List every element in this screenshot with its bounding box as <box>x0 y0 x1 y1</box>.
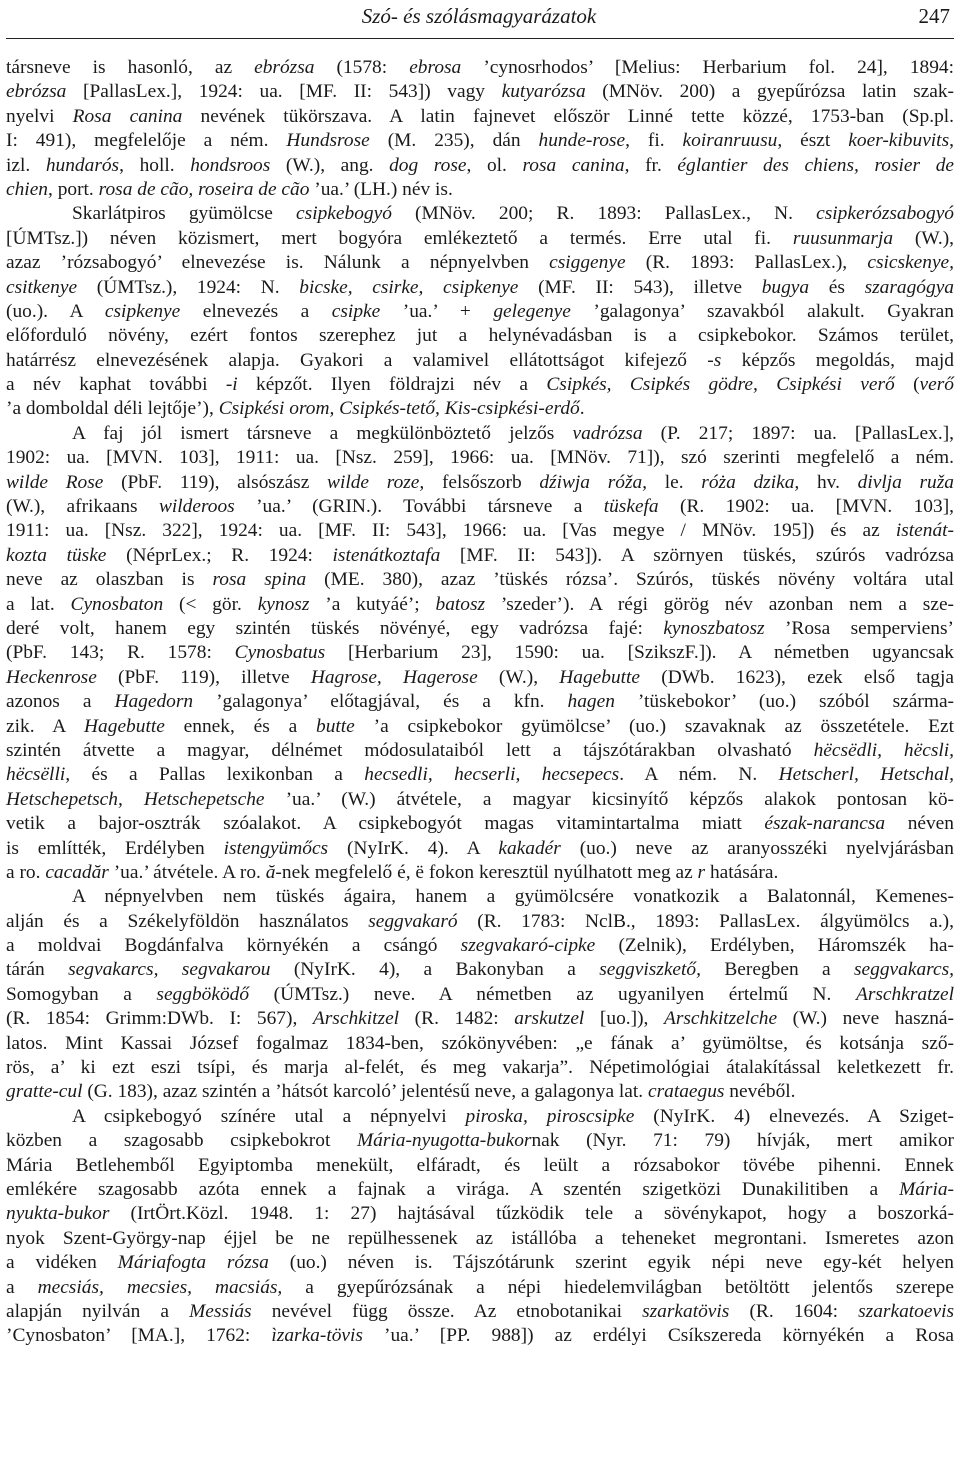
italic-term: kozta tüske <box>6 544 107 566</box>
italic-term: chien <box>6 178 48 200</box>
italic-term: csipkerózsabogyó <box>816 203 954 225</box>
italic-term: Heckenrose <box>6 666 97 688</box>
text-line <box>6 690 954 714</box>
text-run: ’ua.’ (GRIN.). További társneve a <box>234 496 604 518</box>
text-line <box>6 1227 954 1251</box>
page-number: 247 <box>918 4 950 28</box>
text-run: elnevezés a <box>180 300 332 322</box>
italic-term: észak-narancsa <box>764 813 886 835</box>
text-line <box>6 1105 954 1129</box>
text-run: , holl. <box>119 154 191 176</box>
italic-term: Csipkés, Csipkés gödre, Csipkési verő <box>546 374 895 396</box>
text-run: , port. <box>48 178 99 200</box>
text-run: , ol. <box>466 154 523 176</box>
text-run: (PbF. 119), illetve <box>96 666 311 688</box>
text-line <box>6 1202 954 1226</box>
italic-term: hecsedli, hecserli, hecsepecs <box>364 764 620 786</box>
running-title: Szó- és szólásmagyarázatok <box>361 4 597 28</box>
text-line <box>6 373 954 397</box>
text-run: [Herbarium 23], 1590: ua. [SzikszF.]). A németben ugyancsak <box>325 642 954 664</box>
text-run: a <box>6 1276 38 1298</box>
text-run: ’a domboldal déli lejtője’), <box>6 398 219 420</box>
text-run: (uo.). A <box>6 300 105 322</box>
text-line <box>6 910 954 934</box>
text-run: deré volt, hanem egy szintén tüskés növényé, egy vadrózsa fajé: <box>6 617 664 639</box>
italic-term: rosa canina <box>522 154 625 176</box>
text-run: , észt <box>777 130 849 152</box>
text-line <box>6 885 954 909</box>
text-run: azaz ’rózsabogyó’ elnevezése is. Nálunk a népnyelvben <box>6 252 550 274</box>
text-line <box>6 568 954 592</box>
italic-term: rosa de cão, roseira de cão <box>98 178 310 200</box>
text-run: (MNöv. 200; R. 1893: PallasLex., N. <box>391 203 817 225</box>
text-run: a moldvai Bogdánfalva környékén a csángó <box>6 935 461 957</box>
text-run: ’Cynosbaton’ [MA.], 1762: <box>6 1325 272 1347</box>
text-run: (R. 1893: PallasLex.), <box>625 252 868 274</box>
text-line <box>6 958 954 982</box>
text-run: (NyIrK. 4). A <box>328 837 499 859</box>
italic-term: Cynosbatus <box>234 642 326 664</box>
text-line <box>6 1251 954 1275</box>
italic-term: csipkebogyó <box>296 203 392 225</box>
text-run: a név kaphat további <box>6 374 226 396</box>
text-run: (NyIrK. 4), a Bakonyban a <box>270 959 600 981</box>
text-run: és a Pallas lexikonban a <box>70 764 365 786</box>
italic-term: seggböködő <box>156 983 250 1005</box>
italic-term: kynoszbatosz <box>663 617 765 639</box>
text-run: ’szeder’). A régi görög név azonban nem a sze- <box>485 593 955 615</box>
text-run: (W.), afrikaans <box>6 496 159 518</box>
text-run: emlékére szagosabb azóta ennek a fajnak a virága. A szentén szigetközi Dunakilitiben a <box>6 1178 900 1200</box>
text-run: felsőszorb <box>424 471 540 493</box>
text-run: ’ua.’ átvétele. A ro. <box>108 861 266 883</box>
text-run: ’ua.’ [PP. 988]) az erdélyi Csíkszereda környékén a Rosa <box>362 1325 954 1347</box>
italic-term: crataegus <box>647 1081 725 1103</box>
text-run: Mária Betlehemből Egyiptomba menekült, elfáradt, és leült a rózsabokor tövébe pihenni. Ennek <box>6 1154 954 1176</box>
text-run: (MF. II: 543), illetve <box>518 276 762 298</box>
italic-term: kakadér <box>498 837 561 859</box>
text-run: (< gör. <box>163 593 258 615</box>
text-line <box>6 324 954 348</box>
text-run: tárán <box>6 959 69 981</box>
text-run: [MF. II: 543]). A szörnyen tüskés, szúrós vadrózsa <box>440 544 954 566</box>
text-run: társneve is hasonló, az <box>6 57 255 78</box>
italic-term: ebrózsa <box>6 81 67 103</box>
text-line <box>6 715 954 739</box>
text-run: latos. Mint Kassai József fogalmaz 1834-ben, szókönyvében: „e fának a’ gyümöltse, és kotsánja sző- <box>6 1032 954 1054</box>
text-run: izl. <box>6 154 46 176</box>
text-line <box>6 763 954 787</box>
text-line <box>6 422 954 446</box>
italic-term: ruusunmarja <box>792 227 894 249</box>
text-run: is említték, Erdélyben <box>6 837 224 859</box>
text-run: (W.) neve haszná- <box>777 1008 954 1030</box>
text-run: közben a szagosabb csipkebokrot <box>6 1130 357 1152</box>
italic-term: nyukta-bukor <box>6 1203 110 1225</box>
italic-term: csicskenye, <box>867 252 955 274</box>
text-line <box>6 861 954 885</box>
text-run: a ro. <box>6 861 46 883</box>
text-line <box>6 471 954 495</box>
italic-term: Hetschepetsch, Hetschepetsche <box>6 788 265 810</box>
text-run: képzőt. Ilyen földrajzi név a <box>237 374 547 396</box>
text-run: (PbF. 119), alsószász <box>103 471 328 493</box>
italic-term: kynosz <box>257 593 310 615</box>
italic-term: vadrózsa <box>572 422 643 444</box>
italic-term: koer-kibuvits <box>848 130 950 152</box>
text-run: a lat. <box>6 593 71 615</box>
italic-term: Cynosbaton <box>70 593 164 615</box>
italic-term: Mária-nyugotta-bukor <box>356 1130 532 1152</box>
text-run: képzős megoldás, majd <box>721 349 954 371</box>
italic-term: divlja ruža <box>857 471 954 493</box>
italic-term: Messiás <box>189 1300 252 1322</box>
body-text <box>6 56 954 1349</box>
text-run: és <box>809 276 865 298</box>
italic-term: csipkenye <box>104 300 181 322</box>
text-run: neve az olaszban is <box>6 569 213 591</box>
text-line <box>6 983 954 1007</box>
text-run: (ME. 380), azaz ’tüskés rózsa’. Szúrós, tüskés növény voltára utal <box>306 569 954 591</box>
text-run: előforduló növény, ezért fontos szerephez jut a helynévadásban is a csipkebokor. Számos terület, <box>6 325 954 347</box>
text-line <box>6 934 954 958</box>
text-run: ’Rosa semperviens’ <box>764 617 954 639</box>
text-run: (M. 235), dán <box>369 130 539 152</box>
text-line <box>6 178 954 202</box>
text-run: ’ua.’ + <box>380 300 494 322</box>
text-run: (Zelnik), Erdélyben, Háromszék ha- <box>595 935 954 957</box>
italic-term: butte <box>316 715 355 737</box>
text-line <box>6 300 954 324</box>
text-run: határrész elnevezésének alapja. Gyakori a valamivel ellátottságot kifejező <box>6 349 708 371</box>
italic-term: hëcsëdli, hëcsli, <box>813 739 955 761</box>
italic-term: hagen <box>567 691 615 713</box>
italic-term: szaragógya <box>864 276 954 298</box>
text-run: Beregben a <box>700 959 855 981</box>
text-run: (W.), <box>477 666 560 688</box>
italic-term: seggvakaró <box>368 910 458 932</box>
text-run: zik. A <box>6 715 85 737</box>
italic-term: rosa spina <box>212 569 307 591</box>
text-run: A faj jól ismert társneve a megkülönböztető jelzős <box>72 422 573 444</box>
text-line <box>6 544 954 568</box>
text-run: ’galagonya’ előtagjával, és a kfn. <box>193 691 568 713</box>
text-run: . <box>579 398 585 420</box>
italic-term: r <box>697 861 706 883</box>
text-line <box>6 276 954 300</box>
italic-term: mecsiás, mecsies, macsiás, <box>37 1276 283 1298</box>
italic-term: hëcsëlli, <box>6 764 71 786</box>
page-header <box>8 2 950 32</box>
text-line <box>6 641 954 665</box>
text-run: ’cynosrhodos’ [Melius: Herbarium fol. 24], 1894: <box>461 57 954 78</box>
text-run: rös, a’ ki ezt eszi tsípi, és marja al-felét, és meg vakarja”. Népetimológiai átalakítással keletkezett fr. <box>6 1057 954 1079</box>
italic-term: ebrosa <box>409 57 462 78</box>
text-run: [PallasLex.], 1924: ua. [MF. II: 543]) vagy <box>66 81 502 103</box>
italic-term: segvakarcs, segvakarou <box>68 959 271 981</box>
text-run: (DWb. 1623), ezek első tagja <box>640 666 954 688</box>
text-run: Skarlátpiros gyümölcse <box>72 203 297 225</box>
text-line <box>6 788 954 812</box>
text-run: hatására. <box>705 861 779 883</box>
text-line <box>6 105 954 129</box>
italic-term: róża dzika, <box>701 471 800 493</box>
italic-term: istenát- <box>895 520 954 542</box>
italic-term: Arschkitzelche <box>664 1008 778 1030</box>
text-line <box>6 349 954 373</box>
text-run: (uo.) neve az aranyosszéki nyelvjárásban <box>560 837 954 859</box>
text-run: nak (Nyr. 71: 79) hívják, mert amikor <box>531 1130 955 1152</box>
italic-term: seggviszkető, <box>599 959 701 981</box>
italic-term: ă <box>265 861 276 883</box>
text-run: (NéprLex.; R. 1924: <box>106 544 333 566</box>
text-run: (ÚMTsz.) neve. A németben az ugyanilyen értelmű N. <box>249 983 856 1005</box>
italic-term: hunde-rose <box>538 130 626 152</box>
italic-term: Hetscherl, Hetschal, <box>778 764 954 786</box>
text-run: (W.), ang. <box>270 154 390 176</box>
italic-term: szegvakaró-cipke <box>460 935 596 957</box>
text-run: (R. 1902: ua. [MVN. 103], <box>658 496 954 518</box>
text-run: (W.), <box>893 227 955 249</box>
text-line <box>6 519 954 543</box>
text-run: (R. 1783: NclB., 1893: PallasLex. álgyümölcs a.), <box>457 910 954 932</box>
italic-term: gratte-cul <box>6 1081 83 1103</box>
text-line <box>6 1080 954 1104</box>
text-run: (ÚMTsz.), 1924: N. <box>77 276 300 298</box>
text-run: [uo.]), <box>584 1008 664 1030</box>
text-line <box>6 154 954 178</box>
text-run: -nek megfelelő é, ë fokon keresztül nyúlhatott meg az <box>275 861 698 883</box>
italic-term: dźiwja róža, <box>539 471 648 493</box>
text-run: . A ném. N. <box>619 764 779 786</box>
italic-term: ebrózsa <box>254 57 315 78</box>
text-run: szintén átvette a magyar, délnémet módosulataiból lett a tájszótárakban olvasható <box>6 739 814 761</box>
italic-term: seggvakarcs, <box>854 959 954 981</box>
text-run: a vidéken <box>6 1252 118 1274</box>
text-run: (1578: <box>314 57 410 78</box>
text-line <box>6 56 954 80</box>
text-run: (G. 183), azaz szintén a ’hátsót karcoló’ jelentésű neve, a galagonya lat. <box>82 1081 648 1103</box>
text-run: hv. <box>799 471 858 493</box>
text-run: vetik a bajor-osztrák szóalakot. A csipkebogyót magas vitamintartalma miatt <box>6 813 765 835</box>
italic-term: Hagrose, Hagerose <box>310 666 478 688</box>
text-run: ’ua.’ (W.) átvétele, a magyar kicsinyítő képzős alakok pontosan kö- <box>264 788 954 810</box>
text-line <box>6 227 954 251</box>
italic-term: csiggenye <box>549 252 626 274</box>
text-line <box>6 812 954 836</box>
italic-term: bicske, csirke, csipkenye <box>299 276 519 298</box>
text-run: (R. 1604: <box>729 1300 859 1322</box>
italic-term: Csipkési orom, Csipkés-tető, Kis-csipkési-erdő <box>218 398 580 420</box>
text-run: néven <box>885 813 954 835</box>
text-run: , <box>949 130 954 152</box>
text-run: ’galagonya’ szavakból alakult. Gyakran <box>570 300 954 322</box>
text-run: (uo.) néven is. Tájszótárunk szerint egyik népi neve egy-két helyen <box>268 1252 954 1274</box>
italic-term: csitkenye <box>6 276 78 298</box>
italic-term: dog rose <box>389 154 467 176</box>
italic-term: gelegenye <box>493 300 571 322</box>
text-line <box>6 446 954 470</box>
text-run: a gyepűrózsának a népi hiedelemvilágban betöltött jelentős szerepe <box>282 1276 954 1298</box>
text-line <box>6 1300 954 1324</box>
text-line <box>6 1032 954 1056</box>
text-run: (R. 1854: Grimm:DWb. I: 567), <box>6 1008 313 1030</box>
italic-term: wilde Rose <box>6 471 104 493</box>
italic-term: csipke <box>331 300 381 322</box>
italic-term: istenátkoztafa <box>332 544 441 566</box>
text-run: A népnyelvben nem tüskés ágaira, hanem a gyümölcsére vonatkozik a Balatonnál, Kemenes- <box>72 886 954 908</box>
italic-term: -i <box>225 374 238 396</box>
text-run: nevéből. <box>724 1081 796 1103</box>
italic-term: Arschkratzel <box>855 983 954 1005</box>
text-line <box>6 666 954 690</box>
italic-term: piroska, piroscsipke <box>465 1105 635 1127</box>
text-line <box>6 1056 954 1080</box>
text-run: azonos a <box>6 691 115 713</box>
text-run: alapján nyilván a <box>6 1300 190 1322</box>
text-line <box>6 739 954 763</box>
text-line <box>6 1154 954 1178</box>
text-run: (IrtÖrt.Közl. 1948. 1: 27) hajtásával tűzködik tele a sövénykapot, hogy a boszorká- <box>109 1203 954 1225</box>
italic-term: églantier des chiens, rosier de <box>677 154 954 176</box>
text-run: (NyIrK. 4) elnevezés. A Sziget- <box>634 1105 954 1127</box>
italic-term: cacadăr <box>45 861 109 883</box>
text-run: nevének tükörszava. A latin fajnevet először Linné tette közzé, 1753-ban (Sp.pl. <box>182 105 955 127</box>
italic-term: kutyarózsa <box>501 81 586 103</box>
italic-term: arskutzel <box>514 1008 585 1030</box>
text-run: le. <box>647 471 702 493</box>
italic-term: wilderoos <box>158 496 235 518</box>
text-run: Somogyban a <box>6 983 157 1005</box>
text-line <box>6 80 954 104</box>
italic-term: batosz <box>435 593 486 615</box>
italic-term: Hundsrose <box>286 130 370 152</box>
italic-term: hondsroos <box>190 154 271 176</box>
text-run: (R. 1482: <box>399 1008 515 1030</box>
text-line <box>6 1129 954 1153</box>
text-run: (P. 217; 1897: ua. [PallasLex.], <box>642 422 955 444</box>
text-line <box>6 397 954 421</box>
text-run: I: 491), megfelelője a ném. <box>6 130 287 152</box>
italic-term: Arschkitzel <box>312 1008 400 1030</box>
text-run: ’ua.’ (LH.) név is. <box>309 178 453 200</box>
text-run: nyelvi <box>6 105 73 127</box>
text-run: ’a kutyáé’; <box>309 593 436 615</box>
text-run: , fi. <box>625 130 683 152</box>
text-run: 1911: ua. [Nsz. 322], 1924: ua. [MF. II: 543], 1966: ua. [Vas megye / MNöv. 195]) és az <box>6 520 896 542</box>
text-run: ’a csipkebokor gyümölcse’ (uo.) szavaknak az összetétele. Ezt <box>354 715 954 737</box>
text-line <box>6 593 954 617</box>
text-line <box>6 251 954 275</box>
italic-term: Hagebutte <box>559 666 641 688</box>
text-run: ’tüskebokor’ (uo.) szóból szárma- <box>614 691 955 713</box>
italic-term: koiranruusu <box>682 130 778 152</box>
text-line <box>6 1007 954 1031</box>
italic-term: hundarós <box>45 154 120 176</box>
italic-term: Rosa canina <box>72 105 183 127</box>
text-run: nyok Szent-György-nap éjjel be ne repülhessenek az istállóba a teheneket megrontani. Ismeretes azon <box>6 1227 954 1249</box>
text-run: (PbF. 143; R. 1578: <box>6 642 235 664</box>
text-line <box>6 617 954 641</box>
text-run: 1902: ua. [MVN. 103], 1911: ua. [Nsz. 259], 1966: ua. [MNöv. 71]), szó szerinti megfelelő a ném. <box>6 447 954 469</box>
text-run: ( <box>894 374 920 396</box>
italic-term: istengyümőcs <box>223 837 329 859</box>
header-rule <box>6 38 954 39</box>
italic-term: verő <box>919 374 954 396</box>
text-line <box>6 1276 954 1300</box>
text-line <box>6 495 954 519</box>
italic-term: -s <box>707 349 722 371</box>
text-run: (MNöv. 200) a gyepűrózsa latin szak- <box>585 81 954 103</box>
text-line <box>6 1178 954 1202</box>
text-run: A csipkebogyó színére utal a népnyelvi <box>72 1105 466 1127</box>
italic-term: tüskefa <box>603 496 659 518</box>
italic-term: Hagedorn <box>114 691 194 713</box>
text-line <box>6 129 954 153</box>
text-run: , fr. <box>624 154 678 176</box>
text-run: alján és a Székelyföldön használatos <box>6 910 369 932</box>
text-run: [ÚMTsz.]) néven közismert, mert bogyóra emlékeztető a termés. Erre utal fi. <box>6 227 793 249</box>
italic-term: Hagebutte <box>84 715 165 737</box>
italic-term: bugya <box>761 276 810 298</box>
text-line <box>6 837 954 861</box>
text-line <box>6 1324 954 1348</box>
italic-term: szarkatövis <box>642 1300 730 1322</box>
italic-term: wilde roze, <box>327 471 425 493</box>
text-run: nevével függ össze. Az etnobotanikai <box>251 1300 643 1322</box>
italic-term: szarkatoevis <box>858 1300 955 1322</box>
italic-term: Máriafogta rózsa <box>117 1252 269 1274</box>
italic-term: ìzarka-tövis <box>271 1325 363 1347</box>
text-line <box>6 202 954 226</box>
text-run: ennek, és a <box>164 715 317 737</box>
italic-term: Mária- <box>899 1178 954 1200</box>
